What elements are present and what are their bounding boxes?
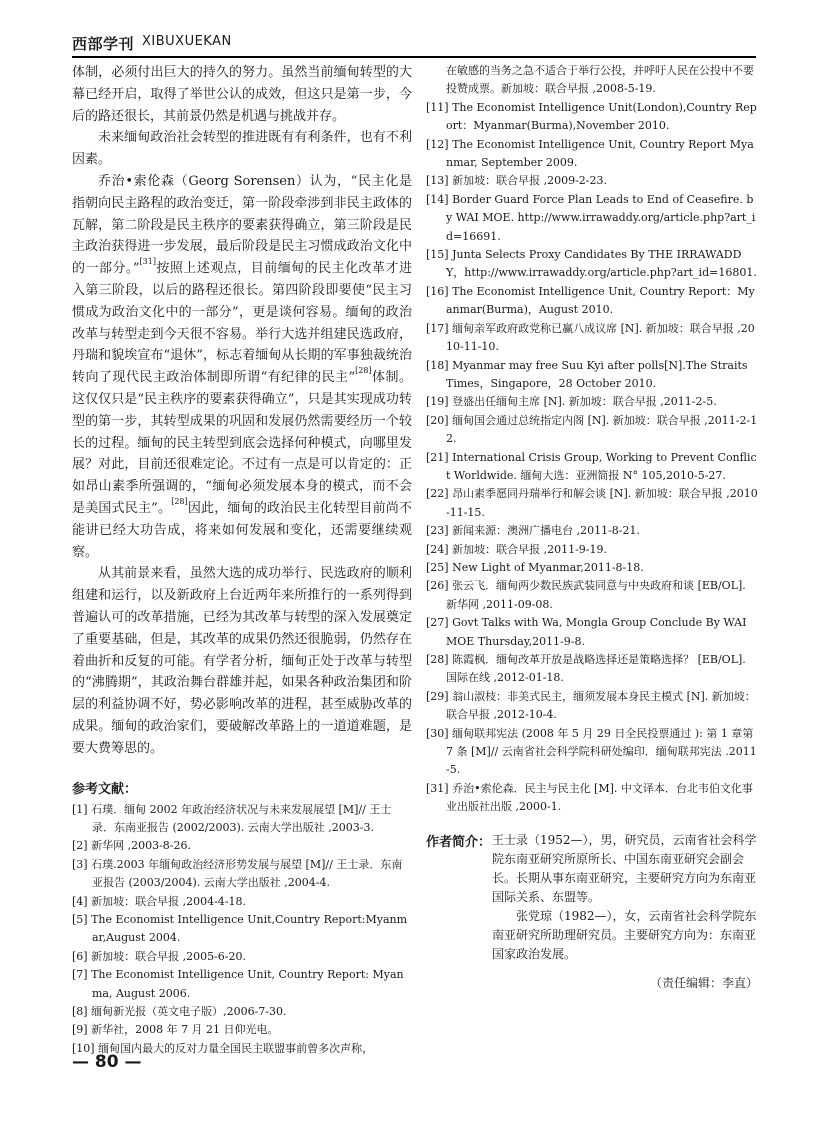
reference-item: [30] 缅甸联邦宪法 (2008 年 5 月 29 日全民投票通过 ): 第 1 章第 7 条 [M]// 云南省社会科学院科研处编印．缅甸联邦宪法 .2011-5.	[426, 726, 757, 777]
reference-continuation: 在敏感的当务之急不适合于举行公投，并呼吁人民在公投中不要投赞成票。新加坡：联合早报 ,2008-5-19.	[446, 64, 754, 96]
paragraph-3-part-d: 因此，缅甸的政治民主化转型目前尚不能讲已经大功告成，将来如何发展和变化，还需要继续观察。	[72, 500, 412, 560]
reference-item: [15] Junta Selects Proxy Candidates By THE IRRAWADDY，http://www.irrawaddy.org/article.php?art_id=16801.	[426, 248, 757, 280]
reference-item: [24] 新加坡：联合早报 ,2011-9-19.	[426, 542, 607, 556]
reference-item: [20] 缅甸国会通过总统指定内阁 [N]. 新加坡：联合早报 ,2011-2-12.	[426, 413, 758, 446]
journal-name: 西部学刊	[72, 35, 135, 53]
reference-item: [22] 昂山素季愿同丹瑞举行和解会谈 [N]. 新加坡：联合早报 ,2010-11-15.	[426, 487, 758, 519]
reference-item: [14] Border Guard Force Plan Leads to End of Ceasefire. by WAI MOE. http://www.irrawaddy.org/article.php?art_id=16691.	[426, 192, 756, 243]
reference-item: [21] International Crisis Group, Working to Prevent Conflict Worldwide. 缅甸大选：亚洲简报 N° 105,2010-5-27.	[426, 450, 757, 482]
body-paragraph-1: 体制，必须付出巨大的持久的努力。虽然当前缅甸转型的大幕已经开启，取得了举世公认的成效，但这只是第一步，今后的路还很长，其前景仍然是机遇与挑战并存。	[72, 65, 412, 124]
reference-item: [13] 新加坡：联合早报 ,2009-2-23.	[426, 174, 607, 188]
author-intro-first: 王士录（1952—），男，研究员，云南省社会科学院东南亚研究所原所长、中国东南亚研究会副会长。长期从事东南亚研究，主要研究方向为东南亚国际关系、东盟等。	[492, 832, 757, 904]
reference-item: [27] Govt Talks with Wa, Mongla Group Conclude By WAI MOE Thursday,2011-9-8.	[426, 616, 747, 648]
reference-item: [9] 新华社，2008 年 7 月 21 日仰光电。	[72, 1023, 279, 1037]
reference-item: [1] 石璞．缅甸 2002 年政治经济状况与未来发展展望 [M]// 王士录．东南亚报告 (2002/2003). 云南大学出版社 ,2003-3.	[72, 802, 392, 834]
reference-item: [26] 张云飞．缅甸两少数民族武装同意与中央政府和谈 [EB/OL]. 新华网 ,2011-09-08.	[426, 579, 746, 611]
references-list-left	[72, 801, 412, 1059]
journal-pinyin: XIBUXUEKAN	[142, 34, 232, 49]
author-intro-body	[492, 831, 758, 964]
author-intro-label: 作者简介：	[426, 834, 492, 850]
reference-item: [11] The Economist Intelligence Unit(London),Country Report：Myanmar(Burma),November 2010.	[426, 100, 757, 133]
author-intro-second: 张党琼（1982—），女，云南省社会科学院东南亚研究所助理研究员。主要研究方向为：东南亚国家政治发展。	[492, 908, 757, 961]
reference-item: [31] 乔治•索伦森．民主与民主化 [M]. 中文译本．台北韦伯文化事业出版社出版 ,2000-1.	[426, 781, 753, 814]
reference-item: [5] The Economist Intelligence Unit,Country Report:Myanmar,August 2004.	[72, 912, 408, 945]
header-rule	[72, 56, 756, 58]
reference-item: [16] The Economist Intelligence Unit, Country Report：Myanmar(Burma)，August 2010.	[426, 284, 755, 317]
paragraph-3-part-a: 乔治•索伦森（Georg Sorensen）认为，“民主化是指朝向民主路程的政治变迁，第一阶段牵涉到非民主政体的瓦解，第二阶段是民主秩序的要素获得确立，第三阶段是民主政治获得进一步发展，最后阶段是民主习惯成政治文化中的一部分。”	[72, 173, 412, 277]
reference-item: [19] 登盛出任缅甸主席 [N]. 新加坡：联合早报 ,2011-2-5.	[426, 395, 717, 409]
reference-item: [3] 石璞.2003 年缅甸政治经济形势发展与展望 [M]// 王士录．东南亚报告 (2003/2004). 云南大学出版社 ,2004-4.	[72, 857, 403, 890]
reference-item: [4] 新加坡：联合早报 ,2004-4-18.	[72, 894, 246, 908]
body-paragraph-3	[72, 171, 412, 563]
reference-item: [18] Myanmar may free Suu Kyi after polls[N].The Straits Times，Singapore，28 October 2010.	[426, 358, 748, 390]
citation-31: [31]	[139, 257, 156, 267]
citation-28-first: [28]	[355, 366, 372, 376]
reference-item: [10] 缅甸国内最大的反对力量全国民主联盟事前曾多次声称，	[72, 1041, 374, 1055]
body-paragraph-2: 未来缅甸政治社会转型的推进既有有利条件，也有不利因素。	[72, 130, 412, 168]
reference-item: [7] The Economist Intelligence Unit, Country Report: Myanma, August 2006.	[72, 968, 404, 1000]
paragraph-3-part-c: 体制。这仅仅只是“民主秩序的要素获得确立”，只是其实现成功转型的第一步，其转型成果的巩固和发展仍然需要经历一个较长的过程。缅甸的民主转型到底会选择何种模式，向哪里发展？对此，目前还很难定论。不过有一点是可以肯定的：正如昂山素季所强调的，“缅甸必须发展本身的模式，而不会是美国式民主”。	[72, 370, 412, 516]
right-column	[426, 62, 758, 991]
responsible-editor: （责任编辑：李直）	[649, 975, 758, 990]
references-title: 参考文献：	[72, 781, 138, 797]
reference-item: [25] New Light of Myanmar,2011-8-18.	[426, 560, 644, 574]
page-header	[72, 33, 756, 55]
paragraph-3-part-b: 按照上述观点，目前缅甸的民主化改革才进入第三阶段，以后的路程还很长。第四阶段即要使“民主习惯成为政治文化中的一部分”，更是谈何容易。缅甸的政治改革与转型走到今天很不容易。举行大选并组建民选政府，丹瑞和貌埃宣布“退休”，标志着缅甸从长期的军事独裁统治转向了现代民主政治体制即所谓“有纪律的民主”	[72, 261, 412, 386]
reference-item: [6] 新加坡：联合早报 ,2005-6-20.	[72, 949, 246, 963]
reference-item: [29] 翁山淑枝：非美式民主，缅须发展本身民主模式 [N]. 新加坡：联合早报 ,2012-10-4.	[426, 689, 756, 722]
reference-item: [2] 新华网 ,2003-8-26.	[72, 839, 191, 853]
reference-item: [12] The Economist Intelligence Unit, Country Report Myanmar, September 2009.	[426, 137, 754, 170]
body-paragraph-4: 从其前景来看，虽然大选的成功举行、民选政府的顺利组建和运行，以及新政府上台近两年来所推行的一系列得到普遍认可的改革措施，已经为其改革与转型的深入发展奠定了重要基础，但是，其改革的成果仍然还很脆弱，仍然存在着曲折和反复的可能。有学者分析，缅甸正处于改革与转型的“沸腾期”，其政治舞台群雄并起，如果各种政治集团和阶层的利益协调不好，势必影响改革的进程，甚至威胁改革的成果。缅甸的政治家们，要破解改革路上的一道道难题，是要大费筹思的。	[72, 566, 412, 756]
page-number: — 80 —	[72, 1052, 142, 1072]
references-list-right	[426, 62, 758, 817]
reference-item: [28] 陈霞枫．缅甸改革开放是战略选择还是策略选择？ [EB/OL]. 国际在线 ,2012-01-18.	[426, 653, 746, 685]
left-column	[72, 62, 412, 1058]
reference-item: [17] 缅甸亲军政府政党称已赢八成议席 [N]. 新加坡：联合早报 ,2010-11-10.	[426, 321, 755, 354]
author-intro	[426, 831, 758, 964]
reference-item: [23] 新闻来源：澳洲广播电台 ,2011-8-21.	[426, 524, 640, 538]
reference-item: [8] 缅甸新光报（英文电子版）,2006-7-30.	[72, 1004, 287, 1018]
citation-28-second: [28]	[171, 496, 188, 506]
